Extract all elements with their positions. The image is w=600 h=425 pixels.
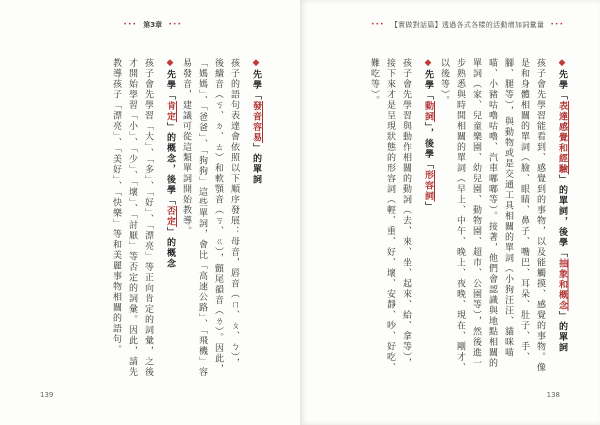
header-ornament-left: ••• — [370, 21, 385, 28]
header-ornament-left: ••• — [123, 21, 138, 28]
page-number-left: 139 — [40, 391, 54, 399]
paragraph-verbs-adjectives: 孩子會先學習與動作相關的動詞（去、來、坐、起來、給、拿等），接下來才是呈現狀態的形容詞（輕、重、好、壞、安靜、吵、好吃、難吃等）。 — [369, 58, 411, 373]
diamond-bullet-icon: ◆ — [165, 58, 175, 70]
paragraph-sensation-experience: 孩子會先學習能看到、感覺到的事物，以及能觸摸、感覺的事物。像是和身體相關的單詞（臉、眼睛、鼻子、嘴巴、耳朵、肚子、手、腳、腿等），與動物或是交通工具相關的單詞（小狗汪汪、貓咪喵喵、小豬咕嚕咕嚕、汽車嘟嘟等）。接著，他們會認識與地點相關的單詞（家、兒童樂園、幼兒園、動物園、超市、公園等），然後進一步熟悉與時間相關的單詞（早上、中午、晚上、夜晚、現在、剛才、以後等）。 — [439, 58, 545, 373]
running-title: 【實做對話篇】透過各式各樣的活動增加詞彙量 — [390, 21, 545, 29]
section-heading-positive-negative: ◆先學「肯定」的概念，後學「否定」的概念 — [165, 58, 175, 269]
header-ornament-right: ••• — [168, 21, 182, 28]
paragraph-pronunciation: 孩子的語句表達會依照以下順序發展：母音，唇音（ㄇ、ㄆ、ㄅ），後續音（ㄎ、ㄉ、ㄊ）和軟顎音（ㄎ、ㄍ），顫尾韻音（ㄌ）。因此，「媽媽」、「爸爸」、「狗狗」這些單詞，會比「高速公路」、「飛機」容易發音，建議可從這類單詞開始教導。 — [181, 58, 239, 378]
diamond-bullet-icon: ◆ — [423, 58, 433, 70]
section-heading-easy-pronunciation: ◆先學「發音容易」的單詞 — [251, 58, 261, 185]
running-header — [371, 20, 564, 30]
paragraph-positive-negative: 孩子會先學習「大」、「多」、「好」、「漂亮」等正向肯定的詞彙，之後才開始學習「小」、「少」、「壞」、「討厭」等否定的詞彙。因此，請先教導孩子「漂亮」、「美好」、「快樂」等和美麗事物相關的語句。 — [111, 58, 153, 378]
left-page-body — [108, 58, 264, 378]
diamond-bullet-icon: ◆ — [557, 58, 567, 70]
right-page-body — [366, 58, 570, 378]
section-heading-verbs-adjectives: ◆先學「動詞」，後學「形容詞」 — [423, 58, 433, 212]
page-number-right: 138 — [546, 391, 560, 399]
chapter-label: 第3章 — [143, 21, 163, 29]
header-ornament-right: ••• — [550, 21, 564, 28]
section-heading-sensation-experience: ◆先學「表達感覺和經驗」的單詞，後學「抽象和概念」的單詞 — [557, 58, 567, 353]
chapter-header — [123, 20, 182, 30]
diamond-bullet-icon: ◆ — [251, 58, 261, 70]
right-page — [300, 0, 600, 425]
